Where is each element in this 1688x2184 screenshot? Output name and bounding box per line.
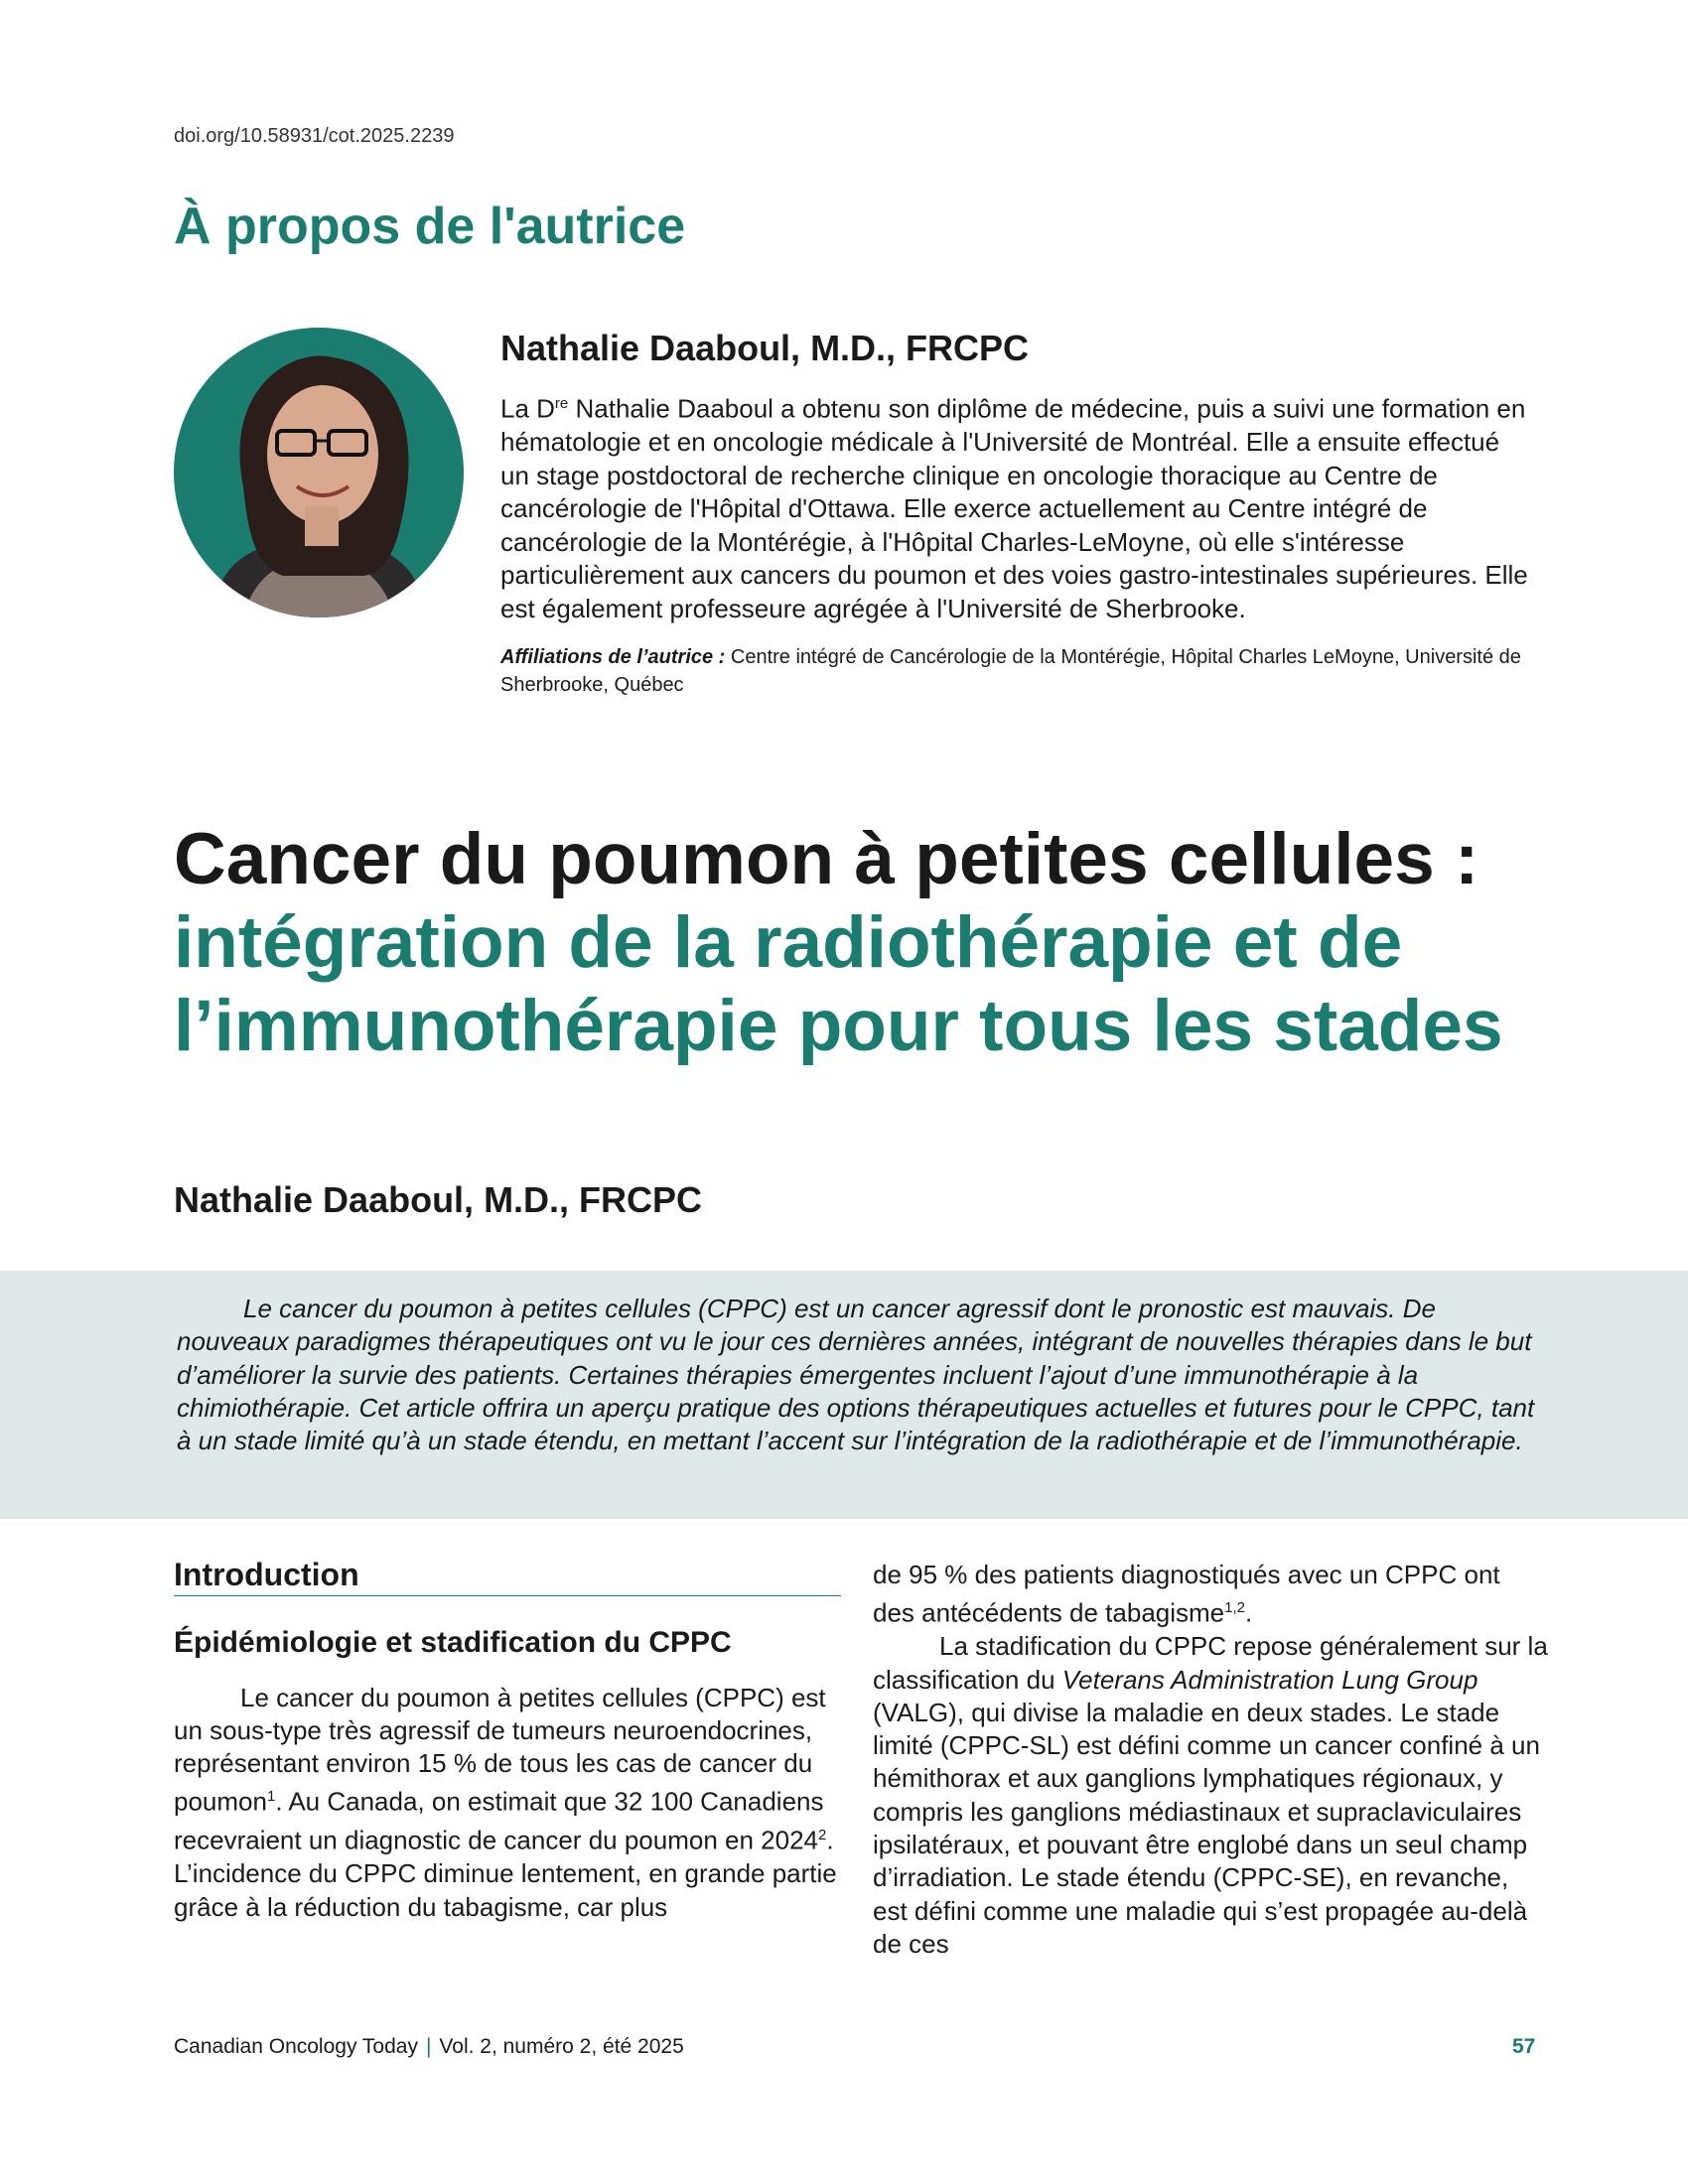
footer — [174, 2035, 684, 2059]
doi-link[interactable]: doi.org/10.58931/cot.2025.2239 — [174, 125, 455, 147]
author-bio — [500, 387, 1533, 625]
p2-text-b: . — [1245, 1597, 1253, 1628]
abstract-box — [0, 1271, 1688, 1519]
introduction-heading: Introduction — [174, 1559, 841, 1596]
body-paragraph-1 — [174, 1682, 849, 1924]
article-byline: Nathalie Daaboul, M.D., FRCPC — [174, 1179, 703, 1220]
article-title-accent: intégration de la radiothérapie et de l’immunothérapie pour tous les stades — [174, 902, 1503, 1066]
abstract-text: Le cancer du poumon à petites cellules (CPPC) est un cancer agressif dont le pronostic est mauvais. De nouveaux paradigmes thérapeutiques ont vu le jour ces dernières années, intégrant de nouvelles thérapies dans le but d’améliorer la survie des patients. Certaines thérapies émergentes incluent l’ajout d’une immunothérapie à la chimiothérapie. Cet article offrira un aperçu pratique des options thérapeutiques actuelles et futures pour le CPPC, tant à un stade limité qu’à un stade étendu, en mettant l’accent sur l’intégration de la radiothérapie et de l’immunothérapie. — [177, 1294, 1535, 1456]
journal-name: Canadian Oncology Today — [174, 2035, 418, 2058]
author-name: Nathalie Daaboul, M.D., FRCPC — [500, 328, 1030, 368]
citation-2: 2 — [818, 1827, 827, 1844]
about-section-title: À propos de l'autrice — [174, 198, 686, 255]
footer-separator: | — [425, 2035, 432, 2058]
epidemiology-heading: Épidémiologie et stadification du CPPC — [174, 1626, 732, 1660]
p3-italic: Veterans Administration Lung Group — [1061, 1664, 1478, 1695]
affiliations-text: Centre intégré de Cancérologie de la Montérégie, Hôpital Charles LeMoyne, Université de Sherbrooke, Québec — [500, 646, 1521, 697]
bio-superscript: re — [554, 395, 569, 412]
bio-prefix: La D — [500, 393, 555, 424]
author-portrait — [174, 328, 464, 617]
citation-1-2: 1,2 — [1224, 1599, 1245, 1617]
column-left — [174, 1559, 849, 1924]
p1-text-a: Le cancer du poumon à petites cellules (CPPC) est un sous-type très agressif de tumeurs neuroendocrines, représentant environ 15 % de tous les cas de cancer du poumon — [174, 1682, 826, 1818]
author-info — [500, 328, 1533, 699]
p3-text-a: La stadification du CPPC repose généralement sur la classification du — [873, 1631, 1548, 1695]
bio-text: Nathalie Daaboul a obtenu son diplôme de médecine, puis a suivi une formation en hématologie et en oncologie médicale à l'Université de Montréal. Elle a ensuite effectué un stage postdoctoral de recherche clinique en oncologie thoracique au Centre de cancérologie de l'Hôpital d'Ottawa. Elle exerce actuellement au Centre intégré de cancérologie de la Montérégie, à l'Hôpital Charles-LeMoyne, où elle s'intéresse particulièrement aux cancers du poumon et des voies gastro-intestinales supérieures. Elle est également professeure agrégée à l'Université de Sherbrooke. — [500, 393, 1528, 623]
body-paragraph-2 — [873, 1559, 1548, 1630]
article-title — [174, 818, 1564, 1068]
body-paragraph-3 — [873, 1630, 1548, 1961]
column-right — [873, 1559, 1548, 1961]
author-affiliations — [500, 643, 1533, 699]
p1-text-b: . Au Canada, on estimait que 32 100 Canadiens recevraient un diagnostic de cancer du poumon en 2024 — [174, 1787, 824, 1856]
p1-text-c: . L’incidence du CPPC diminue lentement, en grande partie grâce à la réduction du tabagisme, car plus — [174, 1826, 837, 1922]
p3-text-b: (VALG), qui divise la maladie en deux stades. Le stade limité (CPPC-SL) est défini comme un cancer confiné à un hémithorax et aux ganglions lymphatiques régionaux, y compris les ganglions médiastinaux et supraclaviculaires ipsilatéraux, et pouvant être englobé dans un seul champ d’irradiation. Le stade étendu (CPPC-SE), en revanche, est défini comme une maladie qui s’est propagée au-delà de ces — [873, 1697, 1540, 1959]
citation-1: 1 — [266, 1788, 276, 1806]
p2-text-a: de 95 % des patients diagnostiqués avec un CPPC ont des antécédents de tabagisme — [873, 1560, 1500, 1628]
article-title-dark: Cancer du poumon à petites cellules : — [174, 819, 1479, 899]
issue-info: Vol. 2, numéro 2, été 2025 — [439, 2035, 684, 2058]
affiliations-label: Affiliations de l’autrice : — [500, 646, 726, 669]
page-number: 57 — [1512, 2035, 1536, 2058]
